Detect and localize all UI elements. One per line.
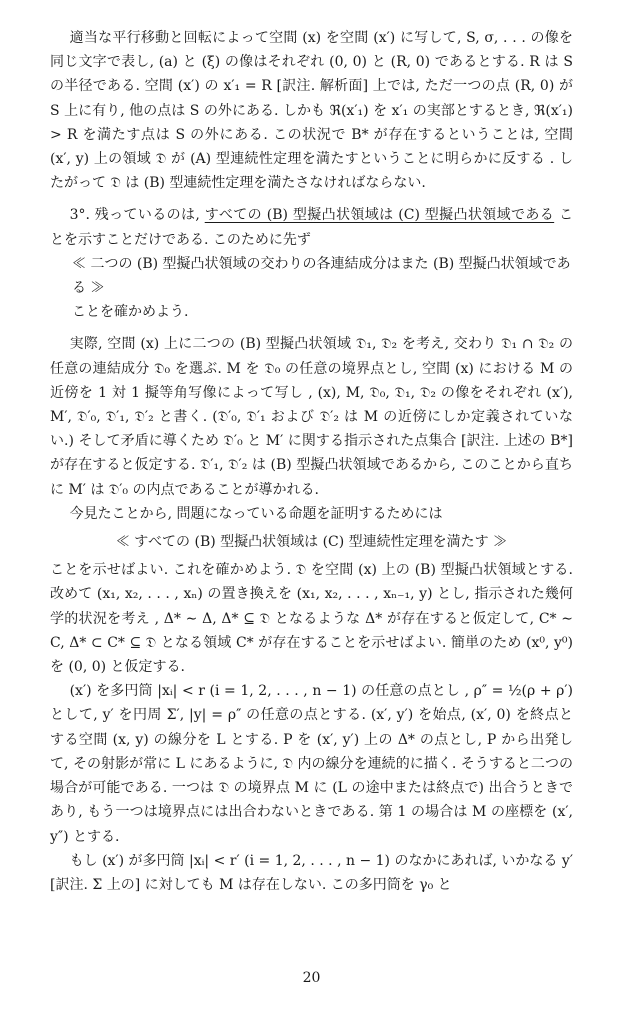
quote-1: ≪ 二つの (B) 型擬凸状領域の交わりの各連結成分はまた (B) 型擬凸状領域である ≫ (72, 255, 571, 297)
paragraph-2-lead: 3°. 残っているのは, (69, 207, 205, 224)
paragraph-2 (50, 203, 573, 251)
paragraph-4: 今見たことから, 問題になっている命題を証明するためには (69, 505, 443, 522)
quote-2: ≪ すべての (B) 型擬凸状領域は (C) 型連続性定理を満たす ≫ (115, 534, 508, 551)
paragraph-6: (x′) を多円筒 |xᵢ| < r (i = 1, 2, . . . , n − 1) の任意の点とし , ρ″ = ½(ρ + ρ′) として, y′ を円周 Σ′, |y| = ρ″ の任意の点とする. (x′, y′) を始点, (x′, 0) を終点とする空間 (x, y) の線分を L とする. P を (x′, y′) 上の Δ* の点とし, P から出発して, その射影が常に L にあるように, 𝔇 内の線分を連続的に描く. そうすると二つの場合が可能である. 一つは 𝔇 の境界点 M に (L の途中または終点で) 出合うときであり, もう一つは境界点には出合わないときである. 第 1 の場合は M の座標を (x′, y″) とする. (50, 683, 573, 845)
paragraph-2-underlined: すべての (B) 型擬凸状領域は (C) 型擬凸状領域である (204, 207, 555, 224)
page-number: 20 (302, 970, 321, 986)
paragraph-1: 適当な平行移動と回転によって空間 (x) を空間 (x′) に写して, S, σ, . . . の像を同じ文字で表し, (a) と (ξ) の像はそれぞれ (0, 0) と (R, 0) であるとする. R は S の半径である. 空間 (x′) の x′₁ = R [訳注. 解析面] 上では, ただ一つの点 (R, 0) が S 上に有り, 他の点は S の外にある. しかも ℜ(x′₁) を x′₁ の実部とするとき, ℜ(x′₁) > R を満たす点は S の外にある. この状況で B* が存在するということは, 空間 (x′, y) 上の領域 𝔇 が (A) 型連続性定理を満たすということに明らかに反する . したがって 𝔇 は (B) 型連続性定理を満たさなければならない. (50, 30, 573, 192)
after-quote-1: ことを確かめよう. (72, 304, 189, 321)
paragraph-7: もし (x′) が多円筒 |xᵢ| < r′ (i = 1, 2, . . . , n − 1) のなかにあれば, いかなる y′ [訳注. Σ 上の] に対しても M は存在しない. この多円筒を γ₀ と (50, 852, 573, 893)
paragraph-5: ことを示せばよい. これを確かめよう. 𝔇 を空間 (x) 上の (B) 型擬凸状領域とする. 改めて (x₁, x₂, . . . , xₙ) の置き換えを (x₁, x₂, . . . , xₙ₋₁, y) とし, 指示された幾何学的状況を考え , Δ* ∼ Δ, Δ* ⊆ 𝔇 となるような Δ* が存在すると仮定して, C* ∼ C, Δ* ⊂ C* ⊆ 𝔇 となる領域 C* が存在することを示せばよい. 簡単のため (x⁰, y⁰) を (0, 0) と仮定する. (50, 562, 573, 676)
page-body (50, 26, 573, 897)
paragraph-2-tail: ことを示すことだけである. このために先ず (50, 207, 574, 248)
paragraph-3: 実際, 空間 (x) 上に二つの (B) 型擬凸状領域 𝔇₁, 𝔇₂ を考え, 交わり 𝔇₁ ∩ 𝔇₂ の任意の連結成分 𝔇₀ を選ぶ. M を 𝔇₀ の任意の境界点とし, 空間 (x) における M の近傍を 1 対 1 擬等角写像によって写し , (x), M, 𝔇₀, 𝔇₁, 𝔇₂ の像をそれぞれ (x′), M′, 𝔇′₀, 𝔇′₁, 𝔇′₂ と書く. (𝔇′₀, 𝔇′₁ および 𝔇′₂ は M の近傍にしか定義されていない.) そして矛盾に導くため 𝔇′₀ と M′ に関する指示された点集合 [訳注. 上述の B*] が存在すると仮定する. 𝔇′₁, 𝔇′₂ は (B) 型擬凸状領域であるから, このことから直ちに M′ は 𝔇′₀ の内点であることが導かれる. (50, 336, 573, 498)
